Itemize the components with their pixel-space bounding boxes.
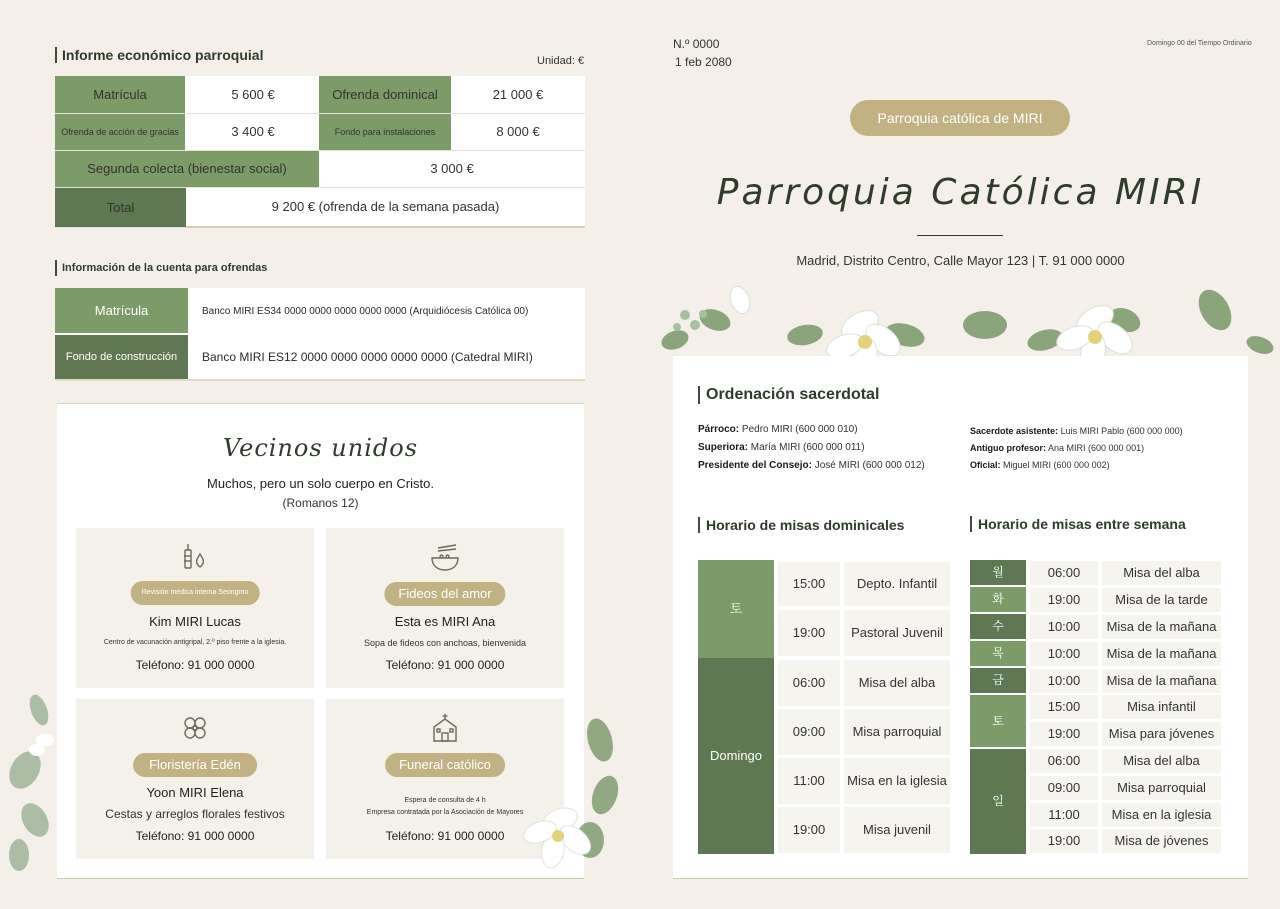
weekday-label: 일 [970, 749, 1026, 854]
mass-name: Misa en la iglesia [844, 758, 950, 804]
service-pill: Revisión médica interna Seongmo [131, 581, 260, 605]
weekday-masses-title: Horario de misas entre semana [970, 516, 1186, 532]
mass-time: 15:00 [778, 562, 840, 606]
service-phone: Teléfono: 91 000 0000 [135, 658, 255, 672]
service-pill: Fideos del amor [384, 582, 505, 606]
staff-list-right [970, 423, 1183, 474]
mass-time: 19:00 [1030, 588, 1098, 612]
accounts-title: Información de la cuenta para ofrendas [55, 260, 267, 276]
mass-name: Misa del alba [844, 660, 950, 706]
service-card [76, 528, 314, 688]
mass-name: Misa de la mañana [1102, 642, 1221, 666]
flower-icon [76, 713, 314, 745]
mass-time: 19:00 [778, 610, 840, 656]
finance-label: Fondo para instalaciones [319, 113, 451, 150]
total-value: 9 200 € (ofrenda de la semana pasada) [186, 187, 585, 227]
mass-name: Misa infantil [1102, 695, 1221, 719]
mass-time: 06:00 [778, 660, 840, 706]
table-row [55, 288, 585, 334]
sunday-day-label: 토 [698, 560, 774, 658]
staff-entry: Superiora: María MIRI (600 000 011) [698, 442, 865, 453]
finance-value: 5 600 € [186, 76, 319, 113]
neighbors-title: Vecinos unidos [222, 434, 419, 462]
service-pill: Floristería Edén [133, 753, 257, 777]
weekday-label: 화 [970, 587, 1026, 612]
weekday-label: 토 [970, 695, 1026, 747]
service-phone: Teléfono: 91 000 0000 [385, 829, 505, 843]
mass-name: Misa parroquial [1102, 776, 1221, 800]
service-name: Yoon MIRI Elena [146, 785, 244, 800]
mass-name: Misa de jóvenes [1102, 829, 1221, 853]
mass-name: Misa del alba [1102, 749, 1221, 773]
service-pill: Funeral católico [385, 753, 505, 777]
mass-time: 10:00 [1030, 642, 1098, 666]
mass-name: Misa en la iglesia [1102, 803, 1221, 827]
service-name: Kim MIRI Lucas [149, 614, 241, 629]
bulletin-number: N.º 0000 [673, 37, 720, 51]
account-value: Banco MIRI ES12 0000 0000 0000 0000 0000 (Catedral MIRI) [202, 349, 533, 364]
finance-value: 8 000 € [451, 113, 585, 150]
mass-time: 06:00 [1030, 561, 1098, 585]
mass-time: 19:00 [1030, 829, 1098, 853]
staff-entry: Sacerdote asistente: Luis MIRI Pablo (600 000 000) [970, 426, 1183, 436]
neighbors-section [57, 403, 584, 879]
service-card [76, 699, 314, 859]
mass-name: Misa para jóvenes [1102, 722, 1221, 746]
account-label: Fondo de construcción [55, 334, 188, 380]
mass-time: 09:00 [1030, 776, 1098, 800]
second-collection-value: 3 000 € [319, 150, 585, 187]
ordination-title: Ordenación sacerdotal [698, 386, 879, 404]
service-desc: Sopa de fideos con anchoas, bienvenida [363, 638, 527, 648]
finance-value: 3 400 € [186, 113, 319, 150]
table-row [55, 187, 585, 227]
weekday-label: 금 [970, 668, 1026, 693]
mass-time: 19:00 [778, 807, 840, 853]
parish-address: Madrid, Distrito Centro, Calle Mayor 123 | T. 91 000 0000 [796, 253, 1125, 268]
staff-entry: Párroco: Pedro MIRI (600 000 010) [698, 424, 858, 435]
table-row [55, 150, 585, 187]
service-desc: Espera de consulta de 4 h [404, 797, 486, 804]
bulletin-date: 1 feb 2080 [675, 55, 732, 69]
mass-name: Misa parroquial [844, 709, 950, 755]
mass-name: Misa del alba [1102, 561, 1221, 585]
neighbors-subtitle: Muchos, pero un solo cuerpo en Cristo. [207, 476, 434, 491]
mass-time: 10:00 [1030, 669, 1098, 693]
weekday-label: 수 [970, 614, 1026, 639]
accounts-table [55, 288, 585, 381]
weekday-label: 월 [970, 560, 1026, 585]
mass-time: 15:00 [1030, 695, 1098, 719]
sunday-day-label: Domingo [698, 658, 774, 854]
finance-title: Informe económico parroquial [55, 47, 263, 63]
mass-time: 11:00 [1030, 803, 1098, 827]
service-desc: Centro de vacunación antigripal, 2.º piso frente a la iglesia. [103, 639, 287, 646]
account-label: Matrícula [55, 288, 188, 334]
mass-time: 09:00 [778, 709, 840, 755]
staff-entry: Antiguo profesor: Ana MIRI (600 000 001) [970, 443, 1145, 453]
table-row [55, 76, 585, 113]
mass-name: Misa juvenil [844, 807, 950, 853]
mass-name: Depto. Infantil [844, 562, 950, 606]
parish-pill: Parroquia católica de MIRI [850, 100, 1070, 136]
medical-icon [76, 542, 314, 574]
page-title: Parroquia Católica MIRI [716, 172, 1205, 213]
finance-table [55, 76, 585, 228]
mass-name: Misa de la mañana [1102, 615, 1221, 639]
total-label: Total [55, 187, 186, 227]
finance-value: 21 000 € [451, 76, 585, 113]
second-collection-label: Segunda colecta (bienestar social) [55, 150, 319, 187]
mass-time: 19:00 [1030, 722, 1098, 746]
account-value: Banco MIRI ES34 0000 0000 0000 0000 0000 (Arquidiócesis Católica 00) [202, 305, 529, 317]
mass-time: 11:00 [778, 758, 840, 804]
mass-name: Misa de la mañana [1102, 669, 1221, 693]
finance-label: Ofrenda dominical [319, 76, 451, 113]
sunday-masses-title: Horario de misas dominicales [698, 517, 904, 533]
staff-entry: Oficial: Miguel MIRI (600 000 002) [970, 460, 1110, 470]
service-phone: Teléfono: 91 000 0000 [385, 658, 505, 672]
finance-label: Matrícula [55, 76, 186, 113]
table-row [55, 334, 585, 380]
service-desc: Empresa contratada por la Asociación de Mayores [366, 809, 524, 816]
divider [917, 235, 1003, 236]
finance-unit: Unidad: € [537, 55, 585, 67]
service-phone: Teléfono: 91 000 0000 [135, 829, 255, 843]
mass-time: 10:00 [1030, 615, 1098, 639]
mass-name: Pastoral Juvenil [844, 610, 950, 656]
mass-time: 06:00 [1030, 749, 1098, 773]
liturgical-sunday: Domingo 00 del Tiempo Ordinario [1147, 40, 1252, 47]
staff-entry: Presidente del Consejo: José MIRI (600 000 012) [698, 460, 925, 471]
mass-name: Misa de la tarde [1102, 588, 1221, 612]
flower-decoration [515, 710, 625, 890]
finance-label: Ofrenda de acción de gracias [55, 113, 186, 150]
table-row [55, 113, 585, 150]
eucalyptus-decoration [5, 680, 65, 880]
service-card [326, 528, 564, 688]
weekday-label: 목 [970, 641, 1026, 666]
service-name: Esta es MIRI Ana [394, 614, 496, 629]
noodle-bowl-icon [326, 542, 564, 574]
staff-list-left [698, 421, 925, 475]
neighbors-reference: (Romanos 12) [282, 496, 359, 510]
service-desc: Cestas y arreglos florales festivos [105, 807, 285, 821]
